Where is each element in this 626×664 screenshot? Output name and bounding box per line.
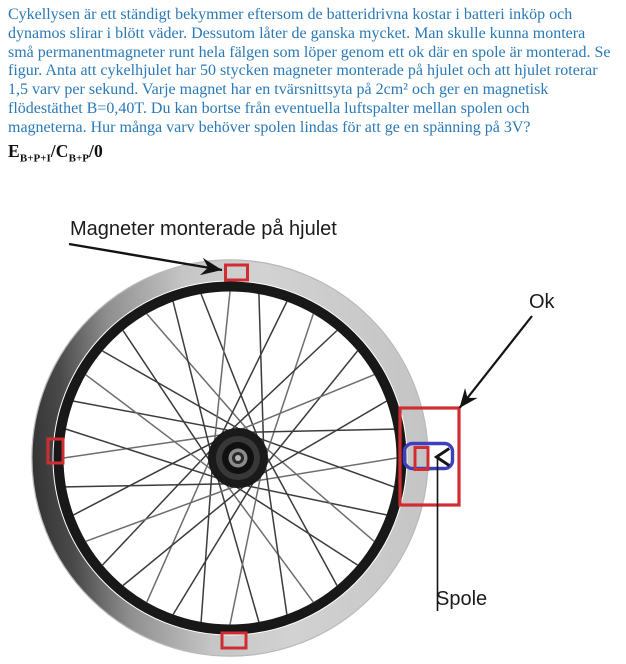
problem-text-line: figur. Anta att cykelhjulet har 50 stycken magneter monterade på hjulet och att hjulet roterar [8, 62, 598, 80]
formula-base: /0 [88, 141, 103, 161]
problem-text-line: Cykellysen är ett ständigt bekymmer eftersom de batteridrivna kostar i batteri inköp och [8, 6, 573, 23]
magnets-label: Magneter monterade på hjulet [70, 218, 337, 240]
ok-arrow [460, 316, 533, 408]
formula-base: E [8, 141, 20, 161]
problem-text-line: små permanentmagneter runt hela fälgen som löper genom ett ok där en spole är monterad. Se [8, 43, 611, 61]
hub [208, 428, 268, 488]
formula-base: /C [50, 141, 69, 161]
spole-label: Spole [436, 588, 488, 610]
problem-text-line: magneterna. Hur många varv behöver spolen lindas för att ge en spänning på 3V? [8, 118, 531, 136]
problem-text-line: flödestäthet B=0,40T. Du kan bortse från eventuella luftspalter mellan spolen och [8, 99, 530, 117]
problem-text-line: dynamos slirar i blött väder. Dessutom låter de ganska mycket. Man skulle kunna montera [8, 24, 586, 42]
magnets-arrow [69, 244, 222, 270]
formula-subscript: B+P [68, 152, 89, 165]
formula-subscript: B+P+I [19, 152, 51, 165]
problem-text-line: 1,5 varv per sekund. Varje magnet har en tvärsnittsyta på 2cm² och ger en magnetisk [8, 81, 549, 99]
ok-label: Ok [529, 291, 555, 313]
